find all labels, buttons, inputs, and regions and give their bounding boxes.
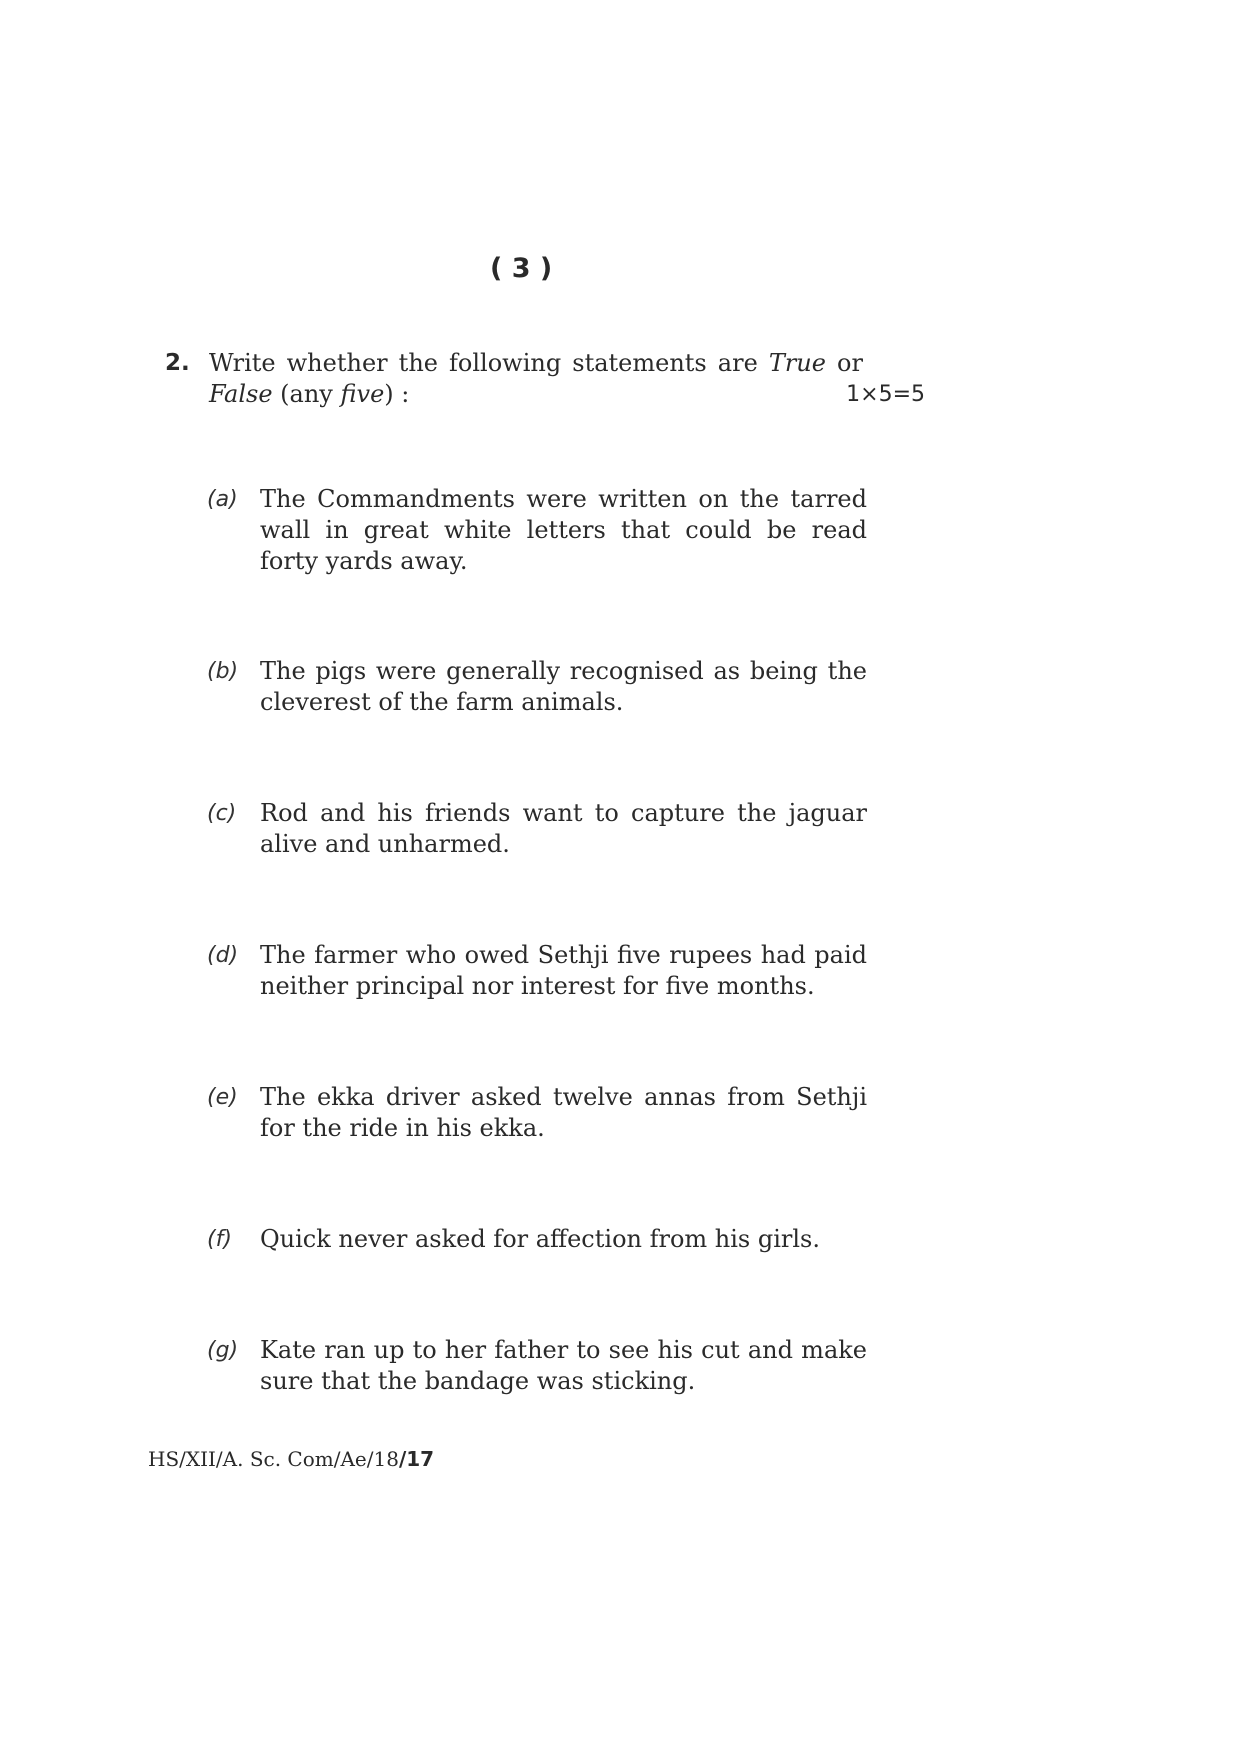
instruction-or: or <box>837 349 863 377</box>
instruction-any-five <box>209 379 409 410</box>
instruction-word: Write <box>209 349 276 377</box>
statement-text: The farmer who owed Sethji five rupees had paid neither principal nor interest for five months. <box>260 941 867 1000</box>
instruction-false: False <box>209 380 273 408</box>
statement-text: Quick never asked for affection from his girls. <box>260 1225 821 1253</box>
statement-text: Rod and his friends want to capture the jaguar alive and unharmed. <box>260 799 867 858</box>
paper-code: HS/XII/A. Sc. Com/Ae/18 <box>148 1447 399 1471</box>
instruction-word: statements <box>572 349 707 377</box>
statement-text: The pigs were generally recognised as being the cleverest of the farm animals. <box>260 657 867 716</box>
instruction-word: following <box>449 349 562 377</box>
statement-text: The Commandments were written on the tarred wall in great white letters that could be read forty yards away. <box>260 485 867 575</box>
instruction-word: whether <box>286 349 388 377</box>
paper-code-footer <box>148 1447 434 1471</box>
statement-text: The ekka driver asked twelve annas from Sethji for the ride in his ekka. <box>260 1083 867 1142</box>
paper-code-suffix: /17 <box>398 1447 435 1471</box>
statement-text: Kate ran up to her father to see his cut and make sure that the bandage was sticking. <box>260 1336 867 1395</box>
instruction-word: the <box>398 349 438 377</box>
question-number: 2. <box>165 350 190 376</box>
statement-label: (e) <box>207 1085 238 1110</box>
page-number: ( 3 ) <box>490 253 553 284</box>
question-instruction-line2 <box>209 379 925 410</box>
instruction-any: (any <box>280 380 341 408</box>
statement-label: (f) <box>207 1227 232 1252</box>
instruction-word: are <box>717 349 758 377</box>
instruction-true: True <box>768 349 826 377</box>
statement-label: (c) <box>207 801 237 826</box>
statement-label: (a) <box>207 487 238 512</box>
question-instruction-line1 <box>209 348 863 379</box>
instruction-close: ) : <box>384 380 410 408</box>
marks: 1×5=5 <box>846 382 925 407</box>
statement-label: (g) <box>207 1338 239 1363</box>
instruction-five: five <box>340 380 385 408</box>
statement-label: (d) <box>207 943 239 968</box>
statement-label: (b) <box>207 659 239 684</box>
